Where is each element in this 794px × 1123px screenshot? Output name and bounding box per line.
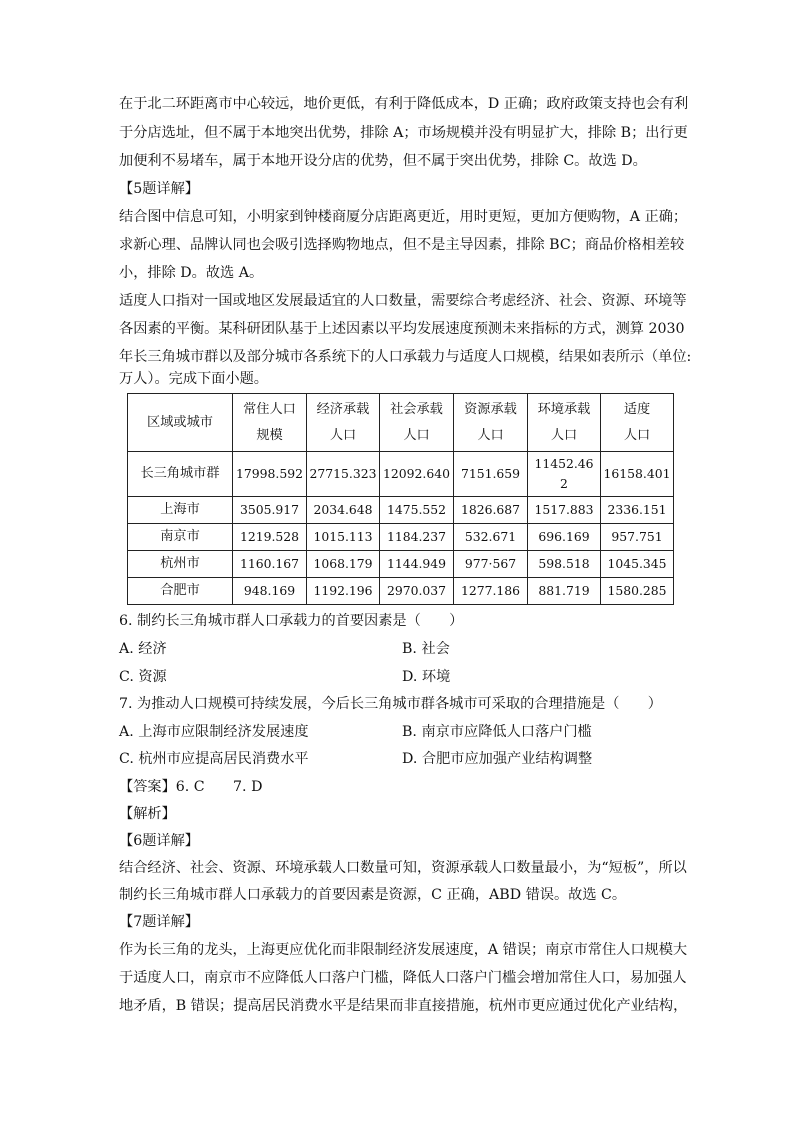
table-cell: 532.671 bbox=[454, 524, 528, 551]
table-cell: 1517.883 bbox=[528, 497, 601, 524]
table-cell: 1068.179 bbox=[307, 551, 380, 578]
table-header-row bbox=[128, 394, 674, 452]
table-cell: 1160.167 bbox=[233, 551, 307, 578]
table-cell: 696.169 bbox=[528, 524, 601, 551]
question-7-option-c[interactable]: C. 杭州市应提高居民消费水平 bbox=[119, 751, 309, 767]
table-cell: 2034.648 bbox=[307, 497, 380, 524]
table-cell: 2970.037 bbox=[380, 578, 454, 605]
answer-line: 【答案】6. C 7. D bbox=[119, 779, 263, 795]
table-cell-region: 上海市 bbox=[128, 497, 233, 524]
table-cell: 1826.687 bbox=[454, 497, 528, 524]
table-row bbox=[128, 497, 674, 524]
table-cell: 1475.552 bbox=[380, 497, 454, 524]
paragraph-line: 制约长三角城市群人口承载力的首要因素是资源，C 正确，ABD 错误。故选 C。 bbox=[119, 887, 627, 903]
table-cell: 16158.401 bbox=[601, 452, 674, 497]
table-cell: 1219.528 bbox=[233, 524, 307, 551]
section-heading-q5: 【5题详解】 bbox=[119, 181, 199, 197]
table-row bbox=[128, 524, 674, 551]
table-header-cell: 区域或城市 bbox=[128, 394, 233, 452]
question-7-option-b[interactable]: B. 南京市应降低人口落户门槛 bbox=[402, 724, 592, 740]
population-table bbox=[127, 393, 674, 605]
table-cell-region: 长三角城市群 bbox=[128, 452, 233, 497]
table-row bbox=[128, 578, 674, 605]
paragraph-line: 各因素的平衡。某科研团队基于上述因素以平均发展速度预测未来指标的方式，测算 2030 bbox=[119, 321, 685, 337]
table-cell: 977·567 bbox=[454, 551, 528, 578]
table-cell: 7151.659 bbox=[454, 452, 528, 497]
question-7-option-a[interactable]: A. 上海市应限制经济发展速度 bbox=[119, 724, 309, 740]
paragraph-line: 年长三角城市群以及部分城市各系统下的人口承载力与适度人口规模，结果如表所示（单位: bbox=[119, 349, 692, 365]
question-6-option-c[interactable]: C. 资源 bbox=[119, 669, 167, 685]
question-7-option-d[interactable]: D. 合肥市应加强产业结构调整 bbox=[402, 751, 593, 767]
analysis-heading: 【解析】 bbox=[119, 806, 176, 822]
section-heading-q7: 【7题详解】 bbox=[119, 914, 199, 930]
table-header-cell: 资源承载 人口 bbox=[454, 394, 528, 452]
paragraph-line: 结合经济、社会、资源、环境承载人口数量可知，资源承载人口数量最小，为“短板”，所以 bbox=[119, 860, 687, 876]
table-cell: 17998.592 bbox=[233, 452, 307, 497]
paragraph-line: 地矛盾，B 错误；提高居民消费水平是结果而非直接措施，杭州市更应通过优化产业结构， bbox=[119, 998, 688, 1014]
table-cell: 598.518 bbox=[528, 551, 601, 578]
table-header-cell: 适度 人口 bbox=[601, 394, 674, 452]
question-6-stem: 6. 制约长三角城市群人口承载力的首要因素是（ ） bbox=[119, 613, 464, 629]
paragraph-line: 在于北二环距离市中心较远，地价更低，有利于降低成本，D 正确；政府政策支持也会有利 bbox=[119, 96, 689, 112]
table-cell: 1192.196 bbox=[307, 578, 380, 605]
paragraph-line: 作为长三角的龙头，上海更应优化而非限制经济发展速度，A 错误；南京市常住人口规模大 bbox=[119, 942, 688, 958]
table-cell-region: 杭州市 bbox=[128, 551, 233, 578]
section-heading-q6: 【6题详解】 bbox=[119, 833, 199, 849]
table-cell-region: 南京市 bbox=[128, 524, 233, 551]
paragraph-line: 于分店选址，但不属于本地突出优势，排除 A；市场规模并没有明显扩大，排除 B；出行更 bbox=[119, 125, 688, 141]
paragraph-line: 小，排除 D。故选 A。 bbox=[119, 265, 264, 281]
question-7-stem: 7. 为推动人口规模可持续发展，今后长三角城市群各城市可采取的合理措施是（ ） bbox=[119, 696, 662, 712]
table-row bbox=[128, 551, 674, 578]
table-cell: 1045.345 bbox=[601, 551, 674, 578]
table-cell: 27715.323 bbox=[307, 452, 380, 497]
paragraph-line: 求新心理、品牌认同也会吸引选择购物地点，但不是主导因素，排除 BC；商品价格相差较 bbox=[119, 237, 685, 253]
paragraph-line: 加便利不易堵车，属于本地开设分店的优势，但不属于突出优势，排除 C。故选 D。 bbox=[119, 153, 647, 169]
paragraph-line: 适度人口指对一国或地区发展最适宜的人口数量，需要综合考虑经济、社会、资源、环境等 bbox=[119, 293, 687, 309]
question-6-option-a[interactable]: A. 经济 bbox=[119, 641, 167, 657]
table-cell: 881.719 bbox=[528, 578, 601, 605]
table-cell: 11452.46 2 bbox=[528, 452, 601, 497]
table-header-cell: 常住人口 规模 bbox=[233, 394, 307, 452]
table-header-cell: 环境承载 人口 bbox=[528, 394, 601, 452]
table-cell: 1015.113 bbox=[307, 524, 380, 551]
table-cell: 957.751 bbox=[601, 524, 674, 551]
question-6-option-b[interactable]: B. 社会 bbox=[402, 641, 450, 657]
table-cell: 948.169 bbox=[233, 578, 307, 605]
question-6-option-d[interactable]: D. 环境 bbox=[402, 669, 451, 685]
paragraph-line: 于适度人口，南京市不应降低人口落户门槛，降低人口落户门槛会增加常住人口，易加强人 bbox=[119, 970, 687, 986]
paragraph-line: 万人）。完成下面小题。 bbox=[119, 371, 268, 387]
table-cell: 3505.917 bbox=[233, 497, 307, 524]
table-cell: 1184.237 bbox=[380, 524, 454, 551]
table-cell: 12092.640 bbox=[380, 452, 454, 497]
table-cell: 1144.949 bbox=[380, 551, 454, 578]
table-row bbox=[128, 452, 674, 497]
table-cell-region: 合肥市 bbox=[128, 578, 233, 605]
table-cell: 1277.186 bbox=[454, 578, 528, 605]
table-header-cell: 经济承载 人口 bbox=[307, 394, 380, 452]
paragraph-line: 结合图中信息可知，小明家到钟楼商厦分店距离更近，用时更短，更加方便购物，A 正确； bbox=[119, 209, 688, 225]
table-cell: 2336.151 bbox=[601, 497, 674, 524]
table-header-cell: 社会承载 人口 bbox=[380, 394, 454, 452]
table-cell: 1580.285 bbox=[601, 578, 674, 605]
